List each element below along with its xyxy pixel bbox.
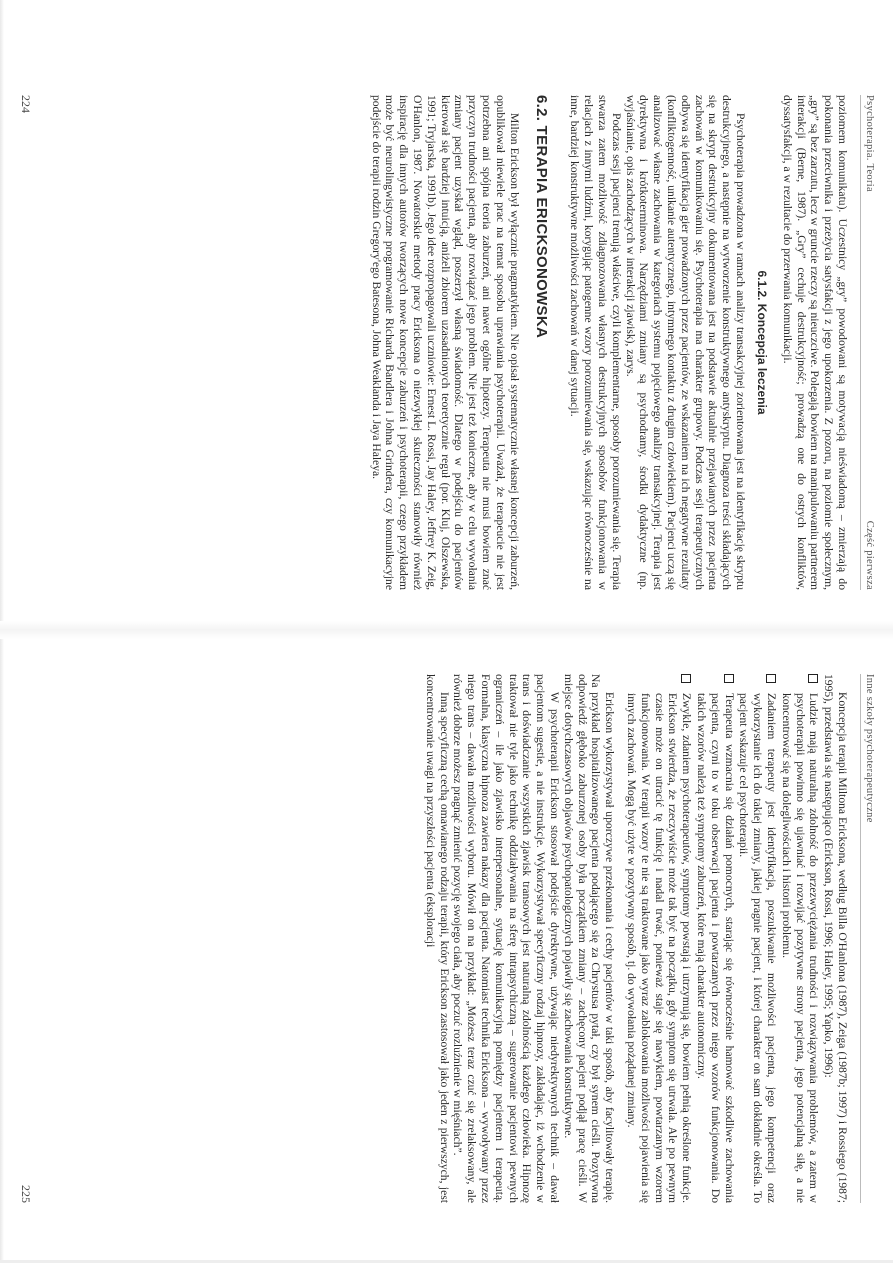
body-paragraph-1: Erickson wykorzystywał uporczywe przekonania i cechy pacjentów w taki sposób, aby facylitowały terapię. Na przykład hospitalizowanego pacjenta podającego się za Chrystusa pytał, czy był synem cieśli. Pozytywna odpowiedź głęboko zaburzonej osoby była początkiem zmiany – zachęcony pacjent podjął pracę cieśli. W miejsce dotychczasowych objawów psychopatologicznych pojawiły się zachowania konstruktywne. bbox=[561, 674, 617, 1203]
checkbox-square-icon bbox=[724, 674, 734, 683]
checkbox-square-icon bbox=[766, 674, 776, 683]
right-page-body bbox=[423, 674, 849, 1203]
book-gutter bbox=[0, 621, 893, 639]
left-running-head bbox=[860, 95, 875, 590]
list-item bbox=[694, 674, 735, 1203]
checkbox-square-icon bbox=[681, 674, 691, 683]
subsection-paragraph-1: Psychoterapia prowadzona w ramach analizy transakcyjnej zorientowana jest na identyfikację skryptu destrukcyjnego, a następnie na wytworzenie konstruktywnego antyskryptu. Diagnoza treści składających się na skrypt destrukcyjny dokumentowana jest na podstawie aktualnie przejawianych przez pacjenta zachowań w komunikowaniu się. Psychoterapia ma charakter grupowy. Podczas sesji terapeutycznych odbywa się identyfikacja gier prowadzonych przez pacjentów, ze wskazaniem na ich negatywne rezultaty (konfliktogenność, unikanie autentycznego, intymnego kontaktu z drugim człowiekiem). Pacjenci uczą się analizować własne zachowania w kategoriach systemu pojęciowego analizy transakcyjnej. Terapia jest dyrektywna i krótkoterminowa. Narzędziami zmiany są psychodramy, środki dydaktyczne (np. wyjaśnianie, opis zachodzących w interakcji zjawisk), zarys. bbox=[623, 95, 748, 590]
list-item-text: Terapeuta wzmacnia się działań pomocnych, starając się równocześnie hamować szkodliwe zachowania pacjenta, czyni to w toku obserwacji pacjenta i powtarzanych przez niego wzorów funkcjonowania. Do takich wzorów należą też symptomy zaburzeń, które mają charakter autonomiczny. bbox=[695, 693, 736, 1203]
body-paragraph-2: W psychoterapii Erickson stosował podejście dyrektywne, używając niedyrektywnych technik – dawał pacjentom sugestie, a nie instrukcje. Wykorzystywał specyficzny rodzaj hipnozy, zakładając, iż wchodzenie w trans i doświadczanie wszystkich zjawisk transowych jest naturalną zdolnością każdego człowieka. Hipnozę traktował nie tyle jako technikę oddziaływania na sferę intrapsychiczną – sugerowanie pacjentowi pewnych ograniczeń – ile jako zjawisko interpersonalne, sytuację komunikacyjną pomiędzy pacjentem i terapeutą. Formalna, klasyczna hipnoza zawiera nakazy dla pacjenta. Natomiast technika Ericksona – wywoływany przez niego trans – dawała możliwości wyboru. Mówił on na przykład: „Możesz teraz czuć się zrelaksowany, ale również dobrze możesz pragnąć zmienić pozycję swojego ciała, aby poczuć rozluźnienie w mięśniach”. bbox=[451, 674, 562, 1203]
list-item-text: Zwykle, zdaniem psychoterapeutów, symptomy powstają i utrzymują się, bowiem pełnią określone funkcje. Erickson stwierdza, że rzeczywiście może tak być na początku, gdy symptom się utrwala. Ale po pewnym czasie może on utracić tę funkcję i nadal trwać, ponieważ staje się nawykiem, powtarzanym wzorem funkcjonowania. W terapii wzory te nie są traktowane jako wyraz zablokowania możliwości pojawienia się innych zachowań. Mogą być użyte w pozytywny sposób, tj. do wywołania pożądanej zmiany. bbox=[625, 693, 694, 1203]
body-paragraph-3: Inną specyficzną cechą omawianego rodzaju terapii, który Erickson zastosował jako jeden z pierwszych, jest koncentrowanie uwagi na przyszłości pacjenta (eksploracji bbox=[423, 674, 451, 1203]
list-item bbox=[624, 674, 693, 1203]
list-item-text: Zadaniem terapeuty jest identyfikacja, poszukiwanie możliwości pacjenta, jego kompetencji oraz wykorzystanie ich do takiej zmiany, jakiej pragnie pacjent, i której charakter on sam dokładnie określa. To pacjent wskazuje cel psychoterapii. bbox=[737, 693, 779, 1203]
checkbox-square-icon bbox=[808, 674, 818, 683]
left-page-body bbox=[369, 95, 849, 590]
subsection-heading: 6.1.2. Koncepcja leczenia bbox=[755, 270, 770, 415]
section-heading: 6.2. TERAPIA ERICKSONOWSKA bbox=[532, 95, 550, 339]
subsection-paragraph-2: Podczas sesji pacjenci trenują właściwe, czyli komplementarne, sposoby porozumiewania się. Terapia stwarza zatem możliwość zdiagnozowania własnych destrukcyjnych sposobów funkcjonowania w relacjach z innymi ludźmi, korygując patogenne wzory porozumiewania się, wskazując równocześnie na inne, bardziej konstruktywne możliwości zachowań w danej sytuacji. bbox=[568, 95, 623, 590]
left-page bbox=[0, 0, 893, 620]
continuation-paragraph: poziomem komunikatu). Uczestnicy „gry” powodowani są motywacją nieświadomą – zmierzają do pokonania przeciwnika i przeżycia satysfakcji z jego upokorzenia. Z pozoru, na poziomie społecznym, „gry” są bez zarzutu, lecz w gruncie rzeczy są nieuczciwe. Polegają bowiem na manipulowaniu partnerem interakcji (Berne, 1987). „Gry” cechuje destrukcyjność; prowadzą one do ostrych konfliktów, dyssatysfakcji, a w rezultacie do przerwania komunikacji. bbox=[780, 95, 849, 590]
list-item bbox=[779, 674, 820, 1203]
list-item bbox=[737, 674, 778, 1203]
left-page-number: 224 bbox=[19, 95, 33, 113]
running-head-part: Część pierwsza bbox=[864, 520, 875, 590]
running-head-title: Inne szkoły psychoterapeutyczne bbox=[864, 674, 875, 823]
section-paragraph-1: Milton Erickson był wyłącznie pragmatykiem. Nie opisał systematycznie własnej koncepcji zaburzeń, opublikował niewiele prac na temat sposobu uprawiania psychoterapii. Uważał, że terapeucie nie jest potrzebna ani spójna teoria zaburzeń, ani nawet ogólne hipotezy. Terapeuta nie musi bowiem znać przyczyn trudności pacjenta, aby rozwiązać jego problem. Nie jest też konieczne, aby w celu wywołania zmiany pacjent uzyskał wgląd, poszerzył własną świadomość. Dlatego w podejściu do pacjentów kierował się bardziej intuicją, aniżeli zbiorem uzasadnionych teoretycznie reguł (por. Kluj, Olszewska, 1991; Tryjarska, 1991b). Jego idee rozpropagowali uczniowie: Ernest L. Rossi, Jay Haley, Jeffrey K. Zeig, O'Hanlon, 1987. Nowatorskie metody pracy Ericksona o niezwykłej skuteczności stanowiły również inspirację dla innych autorów tworzących nowe koncepcje zaburzeń i psychoterapii, czego przykładem może być neurolingwistyczne programowanie Richarda Bandlera i Johna Grindera, czy komunikacyjne podejście do terapii rodzin Gregory'ego Batesona, Johna Weaklanda i Jaya Haleya. bbox=[369, 95, 521, 590]
running-head-title: Psychoterapia. Teoria bbox=[864, 95, 875, 192]
right-running-head bbox=[860, 674, 875, 1203]
right-page-number: 225 bbox=[19, 1185, 33, 1203]
list-item-text: Ludzie mają naturalną zdolność do przezwyciężania trudności i rozwiązywania problemów, a zatem w psychoterapii powinno się ujawniać i rozwijać pozytywne strony pacjenta, jego potencjalną siłę, a nie koncentrować się na dolegliwościach i historii problemu. bbox=[779, 693, 821, 1203]
intro-paragraph: Koncepcja terapii Miltona Ericksona, według Billa O'Hanlona (1987), Zeiga (1987b; 1997) i Rossiego (1987; 1995), przedstawia się następująco (Erickson, Rossi, 1996; Haley, 1995; Yapko, 1996): bbox=[822, 674, 849, 1203]
right-page bbox=[0, 640, 893, 1263]
